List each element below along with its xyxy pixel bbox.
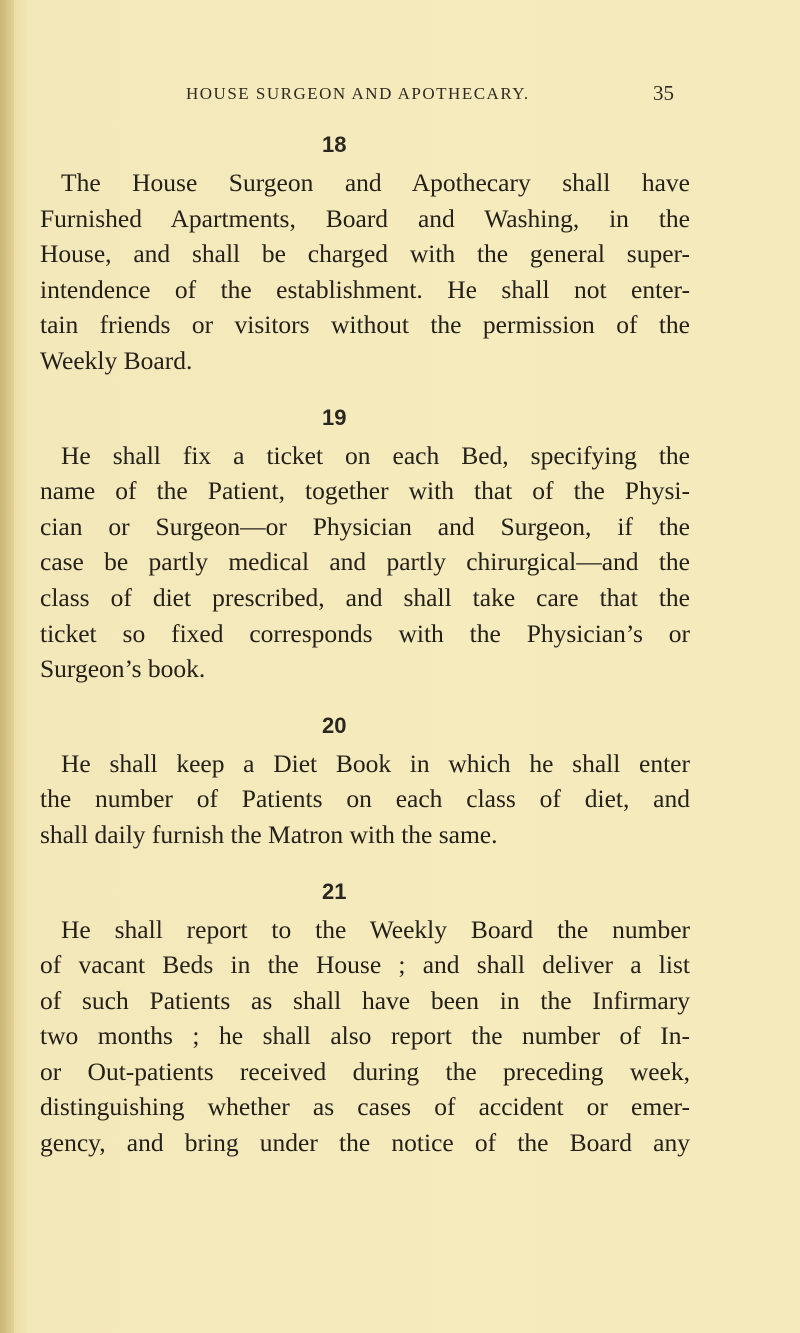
paragraph-line: of vacant Beds in the House ; and shall deliver a list [40,950,690,980]
paragraph-line: name of the Patient, together with that of the Physi- [40,476,690,506]
paragraph-line: the number of Patients on each class of diet, and [40,784,690,814]
paragraph-line: House, and shall be charged with the general super- [40,239,690,269]
paragraph-line: gency, and bring under the notice of the Board any [40,1128,690,1158]
section-paragraph [40,165,690,379]
paragraph-line: distinguishing whether as cases of accident or emer- [40,1092,690,1122]
paragraph-line: cian or Surgeon—or Physician and Surgeon, if the [40,511,690,541]
page-number: 35 [653,81,674,105]
paragraph-line: He shall report to the Weekly Board the number [61,914,690,944]
paragraph-line: Surgeon’s book. [40,654,206,684]
paragraph-line: class of diet prescribed, and shall take care that the [40,582,690,612]
paragraph-line: of such Patients as shall have been in the Infirmary [40,985,690,1015]
page-gutter-shadow [0,0,14,1333]
paragraph-line: Furnished Apartments, Board and Washing, in the [40,203,690,233]
paragraph-line: shall daily furnish the Matron with the same. [40,819,498,849]
paragraph-line: ticket so fixed corresponds with the Physician’s or [40,618,690,648]
section-paragraph [40,912,690,1161]
paragraph-line: case be partly medical and partly chirurgical—and the [40,547,690,577]
section-number: 20 [322,712,347,738]
paragraph-line: or Out-patients received during the preceding week, [40,1056,690,1086]
running-head-title: HOUSE SURGEON AND APOTHECARY. [186,84,530,103]
paragraph-line: The House Surgeon and Apothecary shall have [61,168,690,197]
paragraph-line: He shall keep a Diet Book in which he shall enter [61,748,690,778]
running-head [186,81,686,105]
paragraph-line: tain friends or visitors without the permission of the [40,310,690,340]
text-block [40,130,690,1161]
paragraph-line: intendence of the establishment. He shall not enter- [40,274,690,304]
section-number: 19 [322,404,347,430]
section-number: 21 [322,878,347,904]
paragraph-line: He shall fix a ticket on each Bed, specifying the [61,440,690,470]
paragraph-line: Weekly Board. [40,345,193,375]
section-paragraph [40,438,690,687]
section-number: 18 [322,132,347,157]
paragraph-line: two months ; he shall also report the number of In- [40,1021,690,1051]
section-paragraph [40,746,690,853]
